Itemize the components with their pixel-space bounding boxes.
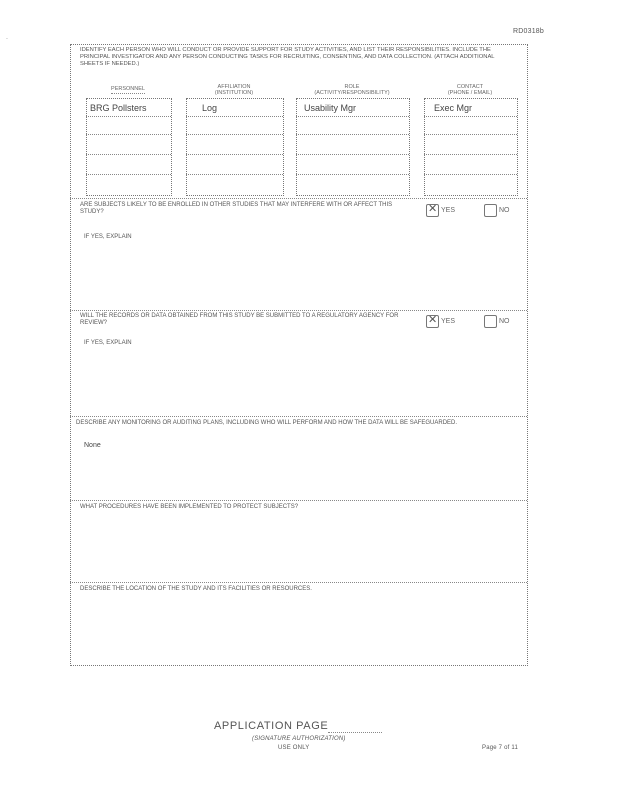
footer-signature-line bbox=[328, 732, 382, 733]
other-studies-no-checkbox[interactable] bbox=[484, 204, 497, 217]
col-header-contact: CONTACT (PHONE / EMAIL) bbox=[447, 84, 493, 96]
row-line bbox=[424, 154, 517, 155]
no-label: NO bbox=[499, 318, 510, 325]
explain-label: IF YES, EXPLAIN bbox=[84, 340, 132, 346]
personnel-intro: IDENTIFY EACH PERSON WHO WILL CONDUCT OR PROVIDE SUPPORT FOR STUDY ACTIVITIES, AND LIST THEIR RESPONSIBILITIES. INCLUDE THE PRINCIPAL INVESTIGATOR AND ANY PERSON CONDUCTING TASKS FOR RECRUITING, CONSENTING, AND DATA COLLECTION. (ATTACH ADDITIONAL SHEETS IF NEEDED.) bbox=[80, 47, 495, 67]
contact-value[interactable]: Exec Mgr bbox=[434, 103, 473, 113]
regulatory-no-checkbox[interactable] bbox=[484, 315, 497, 328]
explain-label: IF YES, EXPLAIN bbox=[84, 234, 132, 240]
footer-title: APPLICATION PAGE bbox=[214, 720, 329, 732]
question-regulatory: WILL THE RECORDS OR DATA OBTAINED FROM THIS STUDY BE SUBMITTED TO A REGULATORY AGENCY FOR REVIEW? bbox=[80, 313, 399, 326]
row-line bbox=[86, 154, 171, 155]
question-monitoring: DESCRIBE ANY MONITORING OR AUDITING PLANS, INCLUDING WHO WILL PERFORM AND HOW THE DATA WILL BE SAFEGUARDED. bbox=[76, 420, 458, 426]
question-location: DESCRIBE THE LOCATION OF THE STUDY AND ITS FACILITIES OR RESOURCES. bbox=[80, 586, 312, 592]
footer-use-only: USE ONLY bbox=[278, 745, 310, 751]
row-line bbox=[186, 174, 283, 175]
yes-label: YES bbox=[441, 318, 456, 325]
row-line bbox=[424, 116, 517, 117]
row-line bbox=[86, 174, 171, 175]
row-line bbox=[296, 116, 409, 117]
no-label: NO bbox=[499, 207, 510, 214]
section-divider bbox=[70, 416, 527, 417]
row-line bbox=[86, 134, 171, 135]
other-studies-yes-checkbox[interactable] bbox=[426, 204, 439, 217]
row-line bbox=[424, 134, 517, 135]
row-line bbox=[296, 174, 409, 175]
section-divider bbox=[70, 582, 527, 583]
affiliation-column bbox=[186, 98, 284, 196]
row-line bbox=[186, 116, 283, 117]
question-procedures: WHAT PROCEDURES HAVE BEEN IMPLEMENTED TO PROTECT SUBJECTS? bbox=[80, 504, 299, 510]
section-divider bbox=[70, 198, 527, 199]
role-value[interactable]: Usability Mgr bbox=[304, 103, 357, 113]
page-number: Page 7 of 11 bbox=[482, 745, 518, 751]
col-header-personnel: PERSONNEL bbox=[111, 86, 145, 92]
section-divider bbox=[70, 310, 527, 311]
affiliation-value[interactable]: Log bbox=[202, 103, 218, 113]
question-other-studies: ARE SUBJECTS LIKELY TO BE ENROLLED IN OTHER STUDIES THAT MAY INTERFERE WITH OR AFFECT THIS STUDY? bbox=[80, 202, 393, 215]
col-header-role: ROLE (ACTIVITY/RESPONSIBILITY) bbox=[314, 84, 390, 96]
section-divider bbox=[70, 500, 527, 501]
yes-label: YES bbox=[441, 207, 456, 214]
footer-subtitle: (SIGNATURE AUTHORIZATION) bbox=[252, 736, 346, 742]
personnel-value[interactable]: BRG Pollsters bbox=[90, 103, 147, 113]
document-id: RD0318b bbox=[513, 28, 544, 35]
regulatory-yes-checkbox[interactable] bbox=[426, 315, 439, 328]
row-line bbox=[186, 134, 283, 135]
row-line bbox=[296, 154, 409, 155]
row-line bbox=[424, 174, 517, 175]
row-line bbox=[186, 154, 283, 155]
row-line bbox=[296, 134, 409, 135]
monitoring-answer[interactable]: None bbox=[84, 442, 101, 449]
row-line bbox=[86, 116, 171, 117]
margin-mark: . bbox=[6, 34, 8, 41]
col-header-affiliation: AFFILIATION (INSTITUTION) bbox=[214, 84, 254, 96]
